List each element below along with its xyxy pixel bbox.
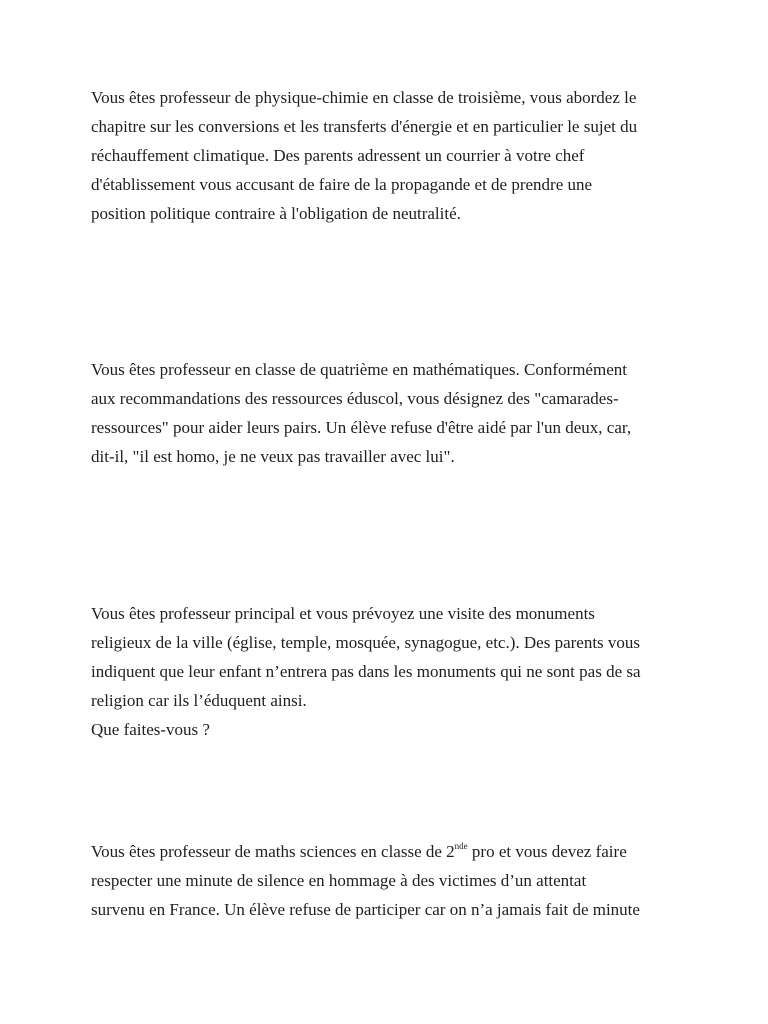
text-line: Vous êtes professeur principal et vous prévoyez une visite des monuments <box>91 604 595 623</box>
text-line: aux recommandations des ressources éduscol, vous désignez des "camarades- <box>91 389 619 408</box>
scenario-paragraph-3 <box>91 599 691 744</box>
text-line: position politique contraire à l'obligation de neutralité. <box>91 204 461 223</box>
text-line: respecter une minute de silence en hommage à des victimes d’un attentat <box>91 871 587 890</box>
text-line <box>91 837 691 866</box>
text-line: religieux de la ville (église, temple, mosquée, synagogue, etc.). Des parents vous <box>91 633 641 652</box>
text-line: chapitre sur les conversions et les transferts d'énergie et en particulier le sujet du <box>91 117 638 136</box>
text-line: Vous êtes professeur de physique-chimie en classe de troisième, vous abordez le <box>91 88 637 107</box>
scenario-paragraph-4 <box>91 837 691 924</box>
text-segment: pro et vous devez faire <box>467 842 627 861</box>
text-line: ressources" pour aider leurs pairs. Un élève refuse d'être aidé par l'un deux, car, <box>91 418 632 437</box>
text-line: dit-il, "il est homo, je ne veux pas travailler avec lui". <box>91 447 455 466</box>
text-line: Vous êtes professeur en classe de quatrième en mathématiques. Conformément <box>91 360 627 379</box>
text-line: indiquent que leur enfant n’entrera pas dans les monuments qui ne sont pas de sa <box>91 662 641 681</box>
superscript-text: nde <box>454 841 468 852</box>
text-line: survenu en France. Un élève refuse de participer car on n’a jamais fait de minute <box>91 900 640 919</box>
text-line: religion car ils l’éduquent ainsi. <box>91 691 307 710</box>
text-line: réchauffement climatique. Des parents adressent un courrier à votre chef <box>91 146 585 165</box>
question-line: Que faites-vous ? <box>91 720 210 739</box>
text-line: d'établissement vous accusant de faire de la propagande et de prendre une <box>91 175 593 194</box>
text-segment: Vous êtes professeur de maths sciences en classe de 2 <box>91 842 455 861</box>
scenario-paragraph-2 <box>91 355 691 471</box>
scenario-paragraph-1 <box>91 83 691 228</box>
